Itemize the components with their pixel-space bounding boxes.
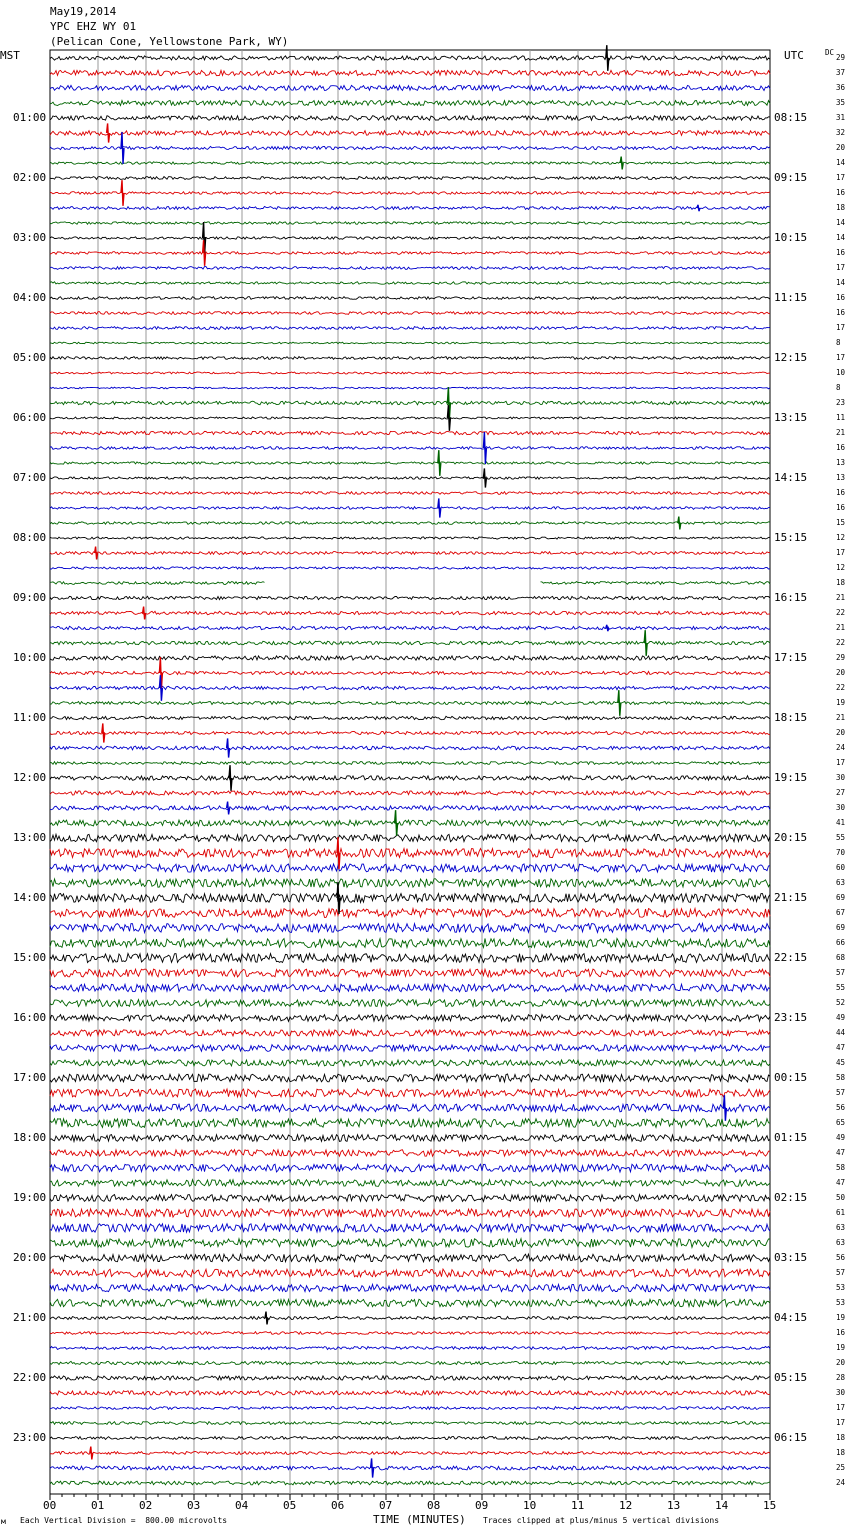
event-spike [229, 765, 232, 791]
trace-84 [50, 1317, 770, 1320]
trace-69 [50, 1089, 770, 1097]
trace-61 [50, 969, 770, 977]
dc-offset-label: 14 [836, 278, 846, 287]
trace-11 [50, 222, 770, 224]
trace-92 [50, 1437, 770, 1440]
trace-45 [50, 731, 770, 734]
trace-94 [50, 1466, 770, 1470]
trace-62 [50, 984, 770, 992]
dc-offset-label: 66 [836, 938, 846, 947]
utc-hour-label: 21:15 [774, 891, 808, 904]
dc-offset-label: 45 [836, 1058, 846, 1067]
dc-offset-label: 22 [836, 608, 846, 617]
dc-offset-label: 67 [836, 908, 846, 917]
dc-offset-label: 24 [836, 1478, 846, 1487]
trace-64 [50, 1015, 770, 1022]
trace-20 [50, 357, 770, 360]
dc-offset-label: 25 [836, 1463, 846, 1472]
trace-6 [50, 146, 770, 149]
clip-note: Traces clipped at plus/minus 5 vertical divisions [483, 1516, 720, 1525]
trace-30 [50, 507, 770, 510]
trace-39 [50, 641, 770, 644]
x-tick-label: 13 [667, 1499, 681, 1512]
utc-hour-label: 06:15 [774, 1431, 808, 1444]
mst-hour-label: 01:00 [13, 111, 47, 124]
trace-38 [50, 626, 770, 629]
utc-hour-label: 23:15 [774, 1011, 808, 1024]
mst-hour-label: 11:00 [13, 711, 47, 724]
trace-19 [50, 342, 770, 344]
mst-hour-label: 18:00 [13, 1131, 47, 1144]
utc-hour-label: 01:15 [774, 1131, 808, 1144]
mst-hour-label: 14:00 [13, 891, 47, 904]
event-spike [606, 625, 609, 631]
dc-offset-label: 16 [836, 293, 846, 302]
corner-mark: м [1, 1517, 6, 1526]
dc-offset-label: 17 [836, 263, 846, 272]
event-spike [678, 517, 681, 530]
dc-offset-label: 47 [836, 1178, 846, 1187]
trace-59 [50, 939, 770, 948]
event-spike [95, 547, 98, 560]
dc-offset-label: 17 [836, 323, 846, 332]
dc-offset-label: 17 [836, 758, 846, 767]
trace-56 [50, 894, 770, 903]
dc-label: DC [825, 48, 835, 57]
dc-offset-label: 37 [836, 68, 846, 77]
utc-hour-label: 08:15 [774, 111, 808, 124]
trace-22 [50, 387, 770, 389]
dc-offset-label: 18 [836, 1433, 846, 1442]
event-spike [227, 802, 230, 815]
dc-offset-label: 57 [836, 1088, 846, 1097]
event-spike [121, 180, 124, 206]
trace-80 [50, 1254, 770, 1262]
dc-offset-label: 8 [836, 383, 841, 392]
dc-offset-label: 53 [836, 1283, 846, 1292]
x-tick-label: 01 [91, 1499, 105, 1512]
trace-95 [50, 1481, 770, 1485]
trace-16 [50, 297, 770, 300]
dc-offset-label: 69 [836, 923, 846, 932]
trace-36 [50, 596, 770, 599]
dc-offset-label: 16 [836, 488, 846, 497]
date-label: May19,2014 [50, 5, 117, 18]
mst-hour-label: 15:00 [13, 951, 47, 964]
mst-hour-label: 04:00 [13, 291, 47, 304]
dc-offset-label: 22 [836, 638, 846, 647]
dc-offset-label: 22 [836, 683, 846, 692]
trace-34 [50, 567, 770, 569]
utc-hour-label: 13:15 [774, 411, 808, 424]
dc-offset-label: 63 [836, 878, 846, 887]
trace-91 [50, 1422, 770, 1425]
event-spike [227, 738, 230, 757]
trace-43 [50, 702, 770, 705]
mst-hour-label: 03:00 [13, 231, 47, 244]
event-spike [483, 432, 486, 464]
mst-hour-label: 23:00 [13, 1431, 47, 1444]
trace-74 [50, 1164, 770, 1172]
trace-73 [50, 1150, 770, 1157]
dc-offset-label: 21 [836, 428, 846, 437]
utc-hour-label: 10:15 [774, 231, 808, 244]
trace-37 [50, 611, 770, 614]
dc-offset-label: 68 [836, 953, 846, 962]
trace-23 [50, 401, 770, 405]
x-tick-label: 03 [187, 1499, 201, 1512]
trace-14 [50, 267, 770, 270]
dc-offset-label: 50 [836, 1193, 846, 1202]
utc-axis-label: UTC [784, 49, 804, 62]
utc-hour-label: 04:15 [774, 1311, 808, 1324]
mst-hour-label: 20:00 [13, 1251, 47, 1264]
dc-offset-label: 19 [836, 698, 846, 707]
dc-offset-label: 16 [836, 443, 846, 452]
dc-offset-label: 53 [836, 1298, 846, 1307]
dc-offset-label: 69 [836, 893, 846, 902]
dc-offset-label: 18 [836, 578, 846, 587]
dc-offset-label: 10 [836, 368, 846, 377]
dc-offset-label: 17 [836, 548, 846, 557]
trace-54 [50, 864, 770, 872]
trace-81 [50, 1269, 770, 1277]
trace-17 [50, 312, 770, 315]
event-spike [395, 810, 398, 836]
dc-offset-label: 17 [836, 353, 846, 362]
trace-7 [50, 162, 770, 164]
dc-offset-label: 63 [836, 1223, 846, 1232]
dc-offset-label: 44 [836, 1028, 846, 1037]
trace-51 [50, 820, 770, 826]
x-tick-label: 00 [43, 1499, 57, 1512]
trace-24 [50, 417, 770, 419]
x-axis-title: TIME (MINUTES) [373, 1513, 466, 1526]
trace-21 [50, 372, 770, 374]
event-spike [697, 205, 700, 211]
trace-55 [50, 879, 770, 888]
dc-offset-label: 20 [836, 668, 846, 677]
dc-offset-label: 30 [836, 803, 846, 812]
dc-offset-label: 60 [836, 863, 846, 872]
mst-hour-label: 10:00 [13, 651, 47, 664]
dc-offset-label: 17 [836, 1418, 846, 1427]
dc-offset-label: 47 [836, 1148, 846, 1157]
dc-offset-label: 30 [836, 1388, 846, 1397]
trace-93 [50, 1452, 770, 1455]
event-spike [438, 450, 441, 476]
trace-41 [50, 671, 770, 674]
trace-58 [50, 924, 770, 933]
x-tick-label: 14 [715, 1499, 729, 1512]
trace-31 [50, 522, 770, 525]
trace-44 [50, 716, 770, 719]
dc-offset-label: 65 [836, 1118, 846, 1127]
trace-12 [50, 237, 770, 239]
x-tick-label: 11 [571, 1499, 585, 1512]
dc-offset-label: 28 [836, 1373, 846, 1382]
dc-offset-label: 13 [836, 473, 846, 482]
mst-hour-label: 07:00 [13, 471, 47, 484]
trace-57 [50, 909, 770, 918]
trace-89 [50, 1391, 770, 1395]
mst-hour-label: 19:00 [13, 1191, 47, 1204]
dc-offset-label: 27 [836, 788, 846, 797]
trace-40 [50, 656, 770, 660]
x-tick-label: 04 [235, 1499, 249, 1512]
trace-28 [50, 477, 770, 479]
x-tick-label: 08 [427, 1499, 441, 1512]
dc-offset-label: 35 [836, 98, 846, 107]
mst-hour-label: 12:00 [13, 771, 47, 784]
event-spike [606, 45, 609, 71]
dc-offset-label: 49 [836, 1133, 846, 1142]
mst-axis-label: MST [0, 49, 20, 62]
dc-offset-label: 49 [836, 1013, 846, 1022]
event-spike [438, 498, 441, 517]
event-spike [107, 123, 110, 142]
mst-hour-label: 08:00 [13, 531, 47, 544]
trace-70 [50, 1104, 770, 1112]
trace-9 [50, 192, 770, 195]
trace-83 [50, 1299, 770, 1306]
dc-offset-label: 20 [836, 1358, 846, 1367]
dc-offset-label: 21 [836, 623, 846, 632]
trace-72 [50, 1135, 770, 1142]
trace-52 [50, 834, 770, 842]
trace-75 [50, 1180, 770, 1187]
dc-offset-label: 11 [836, 413, 846, 422]
utc-hour-label: 18:15 [774, 711, 808, 724]
dc-offset-label: 16 [836, 503, 846, 512]
mst-hour-label: 17:00 [13, 1071, 47, 1084]
dc-offset-label: 41 [836, 818, 846, 827]
dc-offset-label: 21 [836, 713, 846, 722]
utc-hour-label: 00:15 [774, 1071, 808, 1084]
trace-46 [50, 746, 770, 750]
dc-offset-label: 18 [836, 203, 846, 212]
utc-hour-label: 09:15 [774, 171, 808, 184]
event-spike [90, 1447, 93, 1460]
utc-hour-label: 19:15 [774, 771, 808, 784]
mst-hour-label: 06:00 [13, 411, 47, 424]
event-spike [337, 837, 340, 869]
x-tick-label: 09 [475, 1499, 489, 1512]
dc-offset-label: 15 [836, 518, 846, 527]
scale-note: Each Vertical Division = 800.00 microvolts [20, 1516, 228, 1525]
x-tick-label: 10 [523, 1499, 537, 1512]
mst-hour-label: 21:00 [13, 1311, 47, 1324]
mst-hour-label: 13:00 [13, 831, 47, 844]
dc-offset-label: 57 [836, 1268, 846, 1277]
trace-1 [50, 70, 770, 75]
trace-88 [50, 1376, 770, 1380]
dc-offset-label: 56 [836, 1253, 846, 1262]
dc-offset-label: 58 [836, 1073, 846, 1082]
trace-25 [50, 431, 770, 434]
trace-8 [50, 177, 770, 180]
trace-77 [50, 1209, 770, 1217]
dc-offset-label: 12 [836, 563, 846, 572]
trace-2 [50, 85, 770, 90]
trace-29 [50, 492, 770, 495]
dc-offset-label: 55 [836, 833, 846, 842]
trace-4 [50, 116, 770, 121]
dc-offset-label: 13 [836, 458, 846, 467]
trace-68 [50, 1074, 770, 1082]
dc-offset-label: 19 [836, 1313, 846, 1322]
trace-63 [50, 999, 770, 1006]
trace-50 [50, 806, 770, 810]
event-spike [618, 690, 621, 716]
event-spike [265, 1312, 268, 1325]
trace-67 [50, 1060, 770, 1066]
dc-offset-label: 63 [836, 1238, 846, 1247]
dc-offset-label: 16 [836, 1328, 846, 1337]
trace-71 [50, 1119, 770, 1128]
dc-offset-label: 47 [836, 1043, 846, 1052]
dc-offset-label: 29 [836, 653, 846, 662]
trace-65 [50, 1030, 770, 1036]
utc-hour-label: 02:15 [774, 1191, 808, 1204]
dc-offset-label: 36 [836, 83, 846, 92]
dc-offset-label: 58 [836, 1163, 846, 1172]
x-tick-label: 15 [763, 1499, 777, 1512]
trace-27 [50, 462, 770, 464]
dc-offset-label: 16 [836, 188, 846, 197]
trace-85 [50, 1332, 770, 1335]
dc-offset-label: 20 [836, 728, 846, 737]
dc-offset-label: 70 [836, 848, 846, 857]
utc-hour-label: 03:15 [774, 1251, 808, 1264]
station-label: YPC EHZ WY 01 [50, 20, 137, 33]
event-spike [143, 607, 146, 620]
utc-hour-label: 22:15 [774, 951, 808, 964]
location-label: (Pelican Cone, Yellowstone Park, WY) [50, 35, 289, 48]
dc-offset-label: 31 [836, 113, 846, 122]
event-spike [483, 468, 486, 487]
utc-hour-label: 05:15 [774, 1371, 808, 1384]
trace-10 [50, 207, 770, 210]
trace-66 [50, 1045, 770, 1052]
trace-79 [50, 1239, 770, 1248]
dc-offset-label: 14 [836, 158, 846, 167]
event-spike [371, 1458, 374, 1477]
trace-5 [50, 131, 770, 136]
event-spike [644, 630, 647, 656]
trace-78 [50, 1224, 770, 1232]
mst-hour-label: 16:00 [13, 1011, 47, 1024]
dc-offset-label: 23 [836, 398, 846, 407]
x-tick-label: 05 [283, 1499, 297, 1512]
dc-offset-label: 21 [836, 593, 846, 602]
x-tick-label: 12 [619, 1499, 633, 1512]
dc-offset-label: 30 [836, 773, 846, 782]
trace-86 [50, 1347, 770, 1350]
event-spike [121, 132, 124, 164]
dc-offset-label: 24 [836, 743, 846, 752]
trace-26 [50, 447, 770, 450]
utc-hour-label: 15:15 [774, 531, 808, 544]
dc-offset-label: 14 [836, 218, 846, 227]
trace-82 [50, 1284, 770, 1291]
trace-0 [50, 56, 770, 60]
dc-offset-label: 56 [836, 1103, 846, 1112]
trace-49 [50, 791, 770, 795]
dc-offset-label: 61 [836, 1208, 846, 1217]
dc-offset-label: 29 [836, 53, 846, 62]
utc-hour-label: 11:15 [774, 291, 808, 304]
trace-60 [50, 954, 770, 963]
utc-hour-label: 12:15 [774, 351, 808, 364]
x-tick-label: 06 [331, 1499, 345, 1512]
x-tick-label: 02 [139, 1499, 153, 1512]
dc-offset-label: 18 [836, 1448, 846, 1457]
mst-hour-label: 05:00 [13, 351, 47, 364]
trace-13 [50, 252, 770, 255]
dc-offset-label: 12 [836, 533, 846, 542]
utc-hour-label: 14:15 [774, 471, 808, 484]
utc-hour-label: 16:15 [774, 591, 808, 604]
trace-35 [50, 582, 770, 585]
utc-hour-label: 20:15 [774, 831, 808, 844]
dc-offset-label: 17 [836, 173, 846, 182]
trace-18 [50, 327, 770, 330]
mst-hour-label: 22:00 [13, 1371, 47, 1384]
dc-offset-label: 8 [836, 338, 841, 347]
event-spike [337, 882, 340, 914]
trace-3 [50, 101, 770, 106]
dc-offset-label: 52 [836, 998, 846, 1007]
trace-90 [50, 1407, 770, 1410]
dc-offset-label: 32 [836, 128, 846, 137]
utc-hour-label: 17:15 [774, 651, 808, 664]
dc-offset-label: 16 [836, 308, 846, 317]
dc-offset-label: 19 [836, 1343, 846, 1352]
dc-offset-label: 55 [836, 983, 846, 992]
x-tick-label: 07 [379, 1499, 393, 1512]
event-spike [102, 723, 105, 742]
dc-offset-label: 20 [836, 143, 846, 152]
dc-offset-label: 16 [836, 248, 846, 257]
event-spike [620, 157, 623, 170]
trace-33 [50, 552, 770, 555]
trace-47 [50, 762, 770, 765]
trace-53 [50, 849, 770, 858]
trace-48 [50, 776, 770, 780]
mst-hour-label: 09:00 [13, 591, 47, 604]
dc-offset-label: 57 [836, 968, 846, 977]
trace-15 [50, 282, 770, 284]
trace-42 [50, 686, 770, 689]
dc-offset-label: 14 [836, 233, 846, 242]
dc-offset-label: 17 [836, 1403, 846, 1412]
event-spike [723, 1095, 726, 1121]
trace-76 [50, 1195, 770, 1202]
mst-hour-label: 02:00 [13, 171, 47, 184]
trace-87 [50, 1361, 770, 1364]
trace-32 [50, 537, 770, 539]
